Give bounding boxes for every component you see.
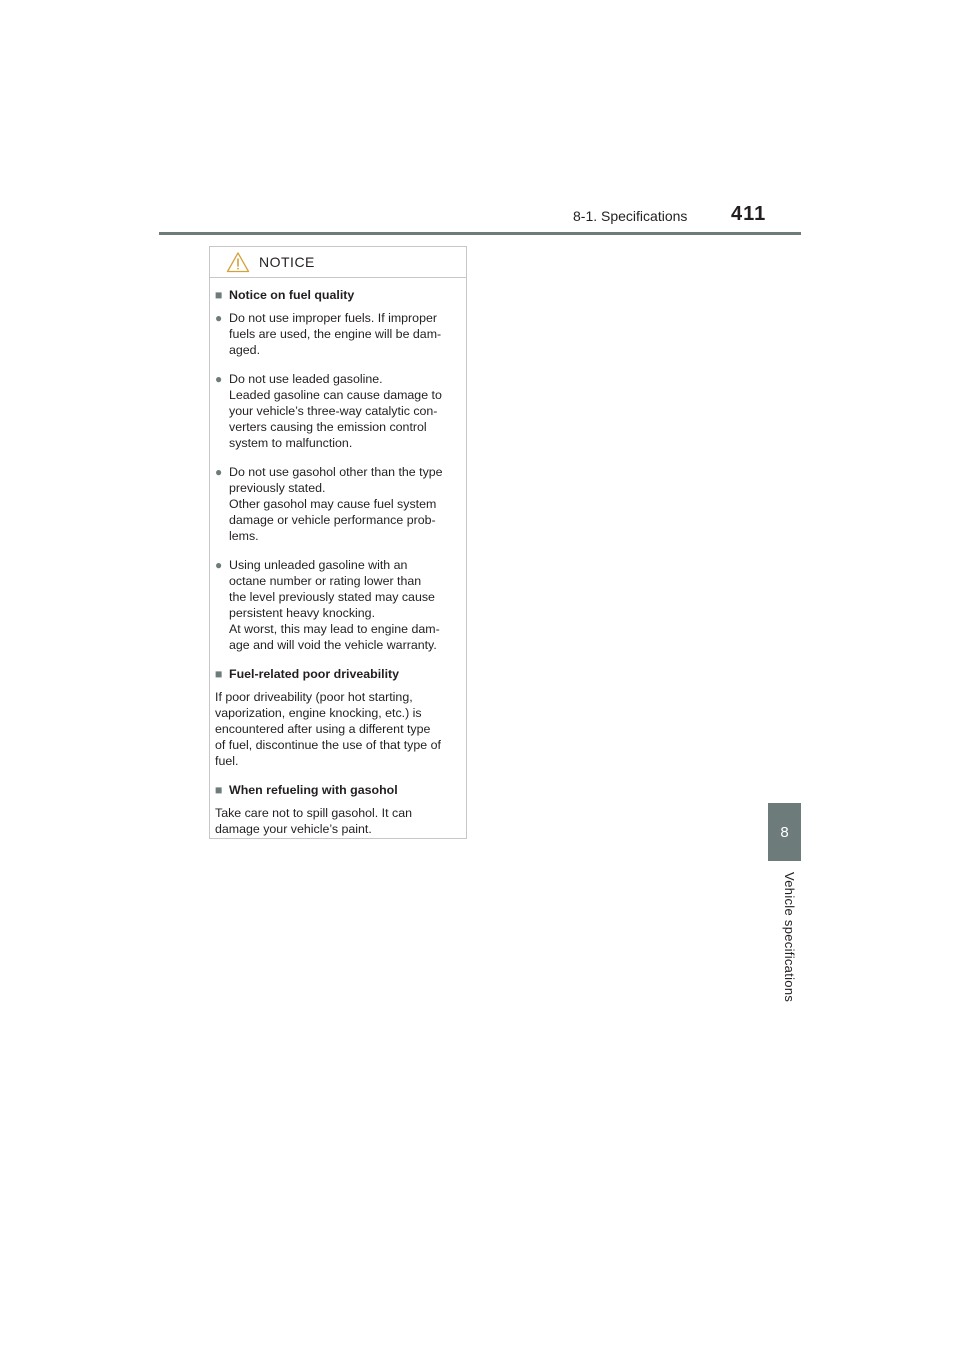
chapter-number: 8 xyxy=(780,823,789,841)
square-bullet-icon: ■ xyxy=(215,288,223,302)
text-line: aged. xyxy=(229,343,261,357)
text-line: damage your vehicle’s paint. xyxy=(215,822,372,836)
warning-triangle-icon xyxy=(226,251,250,273)
text-line: If poor driveability (poor hot starting, xyxy=(215,690,413,704)
header-rule xyxy=(159,232,801,235)
chapter-tab xyxy=(768,803,801,861)
section-paragraph xyxy=(215,805,456,837)
list-item xyxy=(215,310,456,358)
text-line: system to malfunction. xyxy=(229,436,353,450)
notice-box xyxy=(209,246,467,839)
text-line: Do not use leaded gasoline. xyxy=(229,372,383,386)
text-line: Using unleaded gasoline with an xyxy=(229,558,408,572)
section-heading-gasohol-refueling xyxy=(215,782,456,798)
notice-header xyxy=(210,247,466,278)
text-line: octane number or rating lower than xyxy=(229,574,422,588)
text-line: Leaded gasoline can cause damage to xyxy=(229,388,442,402)
text-line: fuels are used, the engine will be dam- xyxy=(229,327,442,341)
round-bullet-icon: ● xyxy=(215,372,223,386)
text-line: Other gasohol may cause fuel system xyxy=(229,497,437,511)
list-item xyxy=(215,371,456,451)
text-line: At worst, this may lead to engine dam- xyxy=(229,622,440,636)
text-line: previously stated. xyxy=(229,481,326,495)
text-line: of fuel, discontinue the use of that type of xyxy=(215,738,441,752)
list-item xyxy=(215,557,456,653)
text-line: fuel. xyxy=(215,754,239,768)
text-line: verters causing the emission control xyxy=(229,420,427,434)
list-item xyxy=(215,464,456,544)
text-line: vaporization, engine knocking, etc.) is xyxy=(215,706,422,720)
section-heading-text: Fuel-related poor driveability xyxy=(229,667,400,681)
round-bullet-icon: ● xyxy=(215,465,223,479)
round-bullet-icon: ● xyxy=(215,558,223,572)
section-heading-fuel-quality xyxy=(215,287,456,303)
notice-body xyxy=(210,278,466,837)
text-line: damage or vehicle performance prob- xyxy=(229,513,436,527)
text-line: your vehicle’s three-way catalytic con- xyxy=(229,404,438,418)
square-bullet-icon: ■ xyxy=(215,783,223,797)
page-number: 411 xyxy=(731,203,767,225)
section-heading-text: When refueling with gasohol xyxy=(229,783,398,797)
text-line: Do not use gasohol other than the type xyxy=(229,465,443,479)
text-line: the level previously stated may cause xyxy=(229,590,435,604)
section-paragraph xyxy=(215,689,456,769)
text-line: persistent heavy knocking. xyxy=(229,606,376,620)
section-heading-driveability xyxy=(215,666,456,682)
text-line: lems. xyxy=(229,529,259,543)
notice-label: NOTICE xyxy=(259,254,315,270)
text-line: Take care not to spill gasohol. It can xyxy=(215,806,412,820)
section-heading-text: Notice on fuel quality xyxy=(229,288,355,302)
header-section-title: 8-1. Specifications xyxy=(573,208,688,224)
text-line: Do not use improper fuels. If improper xyxy=(229,311,437,325)
chapter-side-label: Vehicle specifications xyxy=(782,872,797,1003)
round-bullet-icon: ● xyxy=(215,311,223,325)
square-bullet-icon: ■ xyxy=(215,667,223,681)
text-line: encountered after using a different type xyxy=(215,722,431,736)
text-line: age and will void the vehicle warranty. xyxy=(229,638,437,652)
